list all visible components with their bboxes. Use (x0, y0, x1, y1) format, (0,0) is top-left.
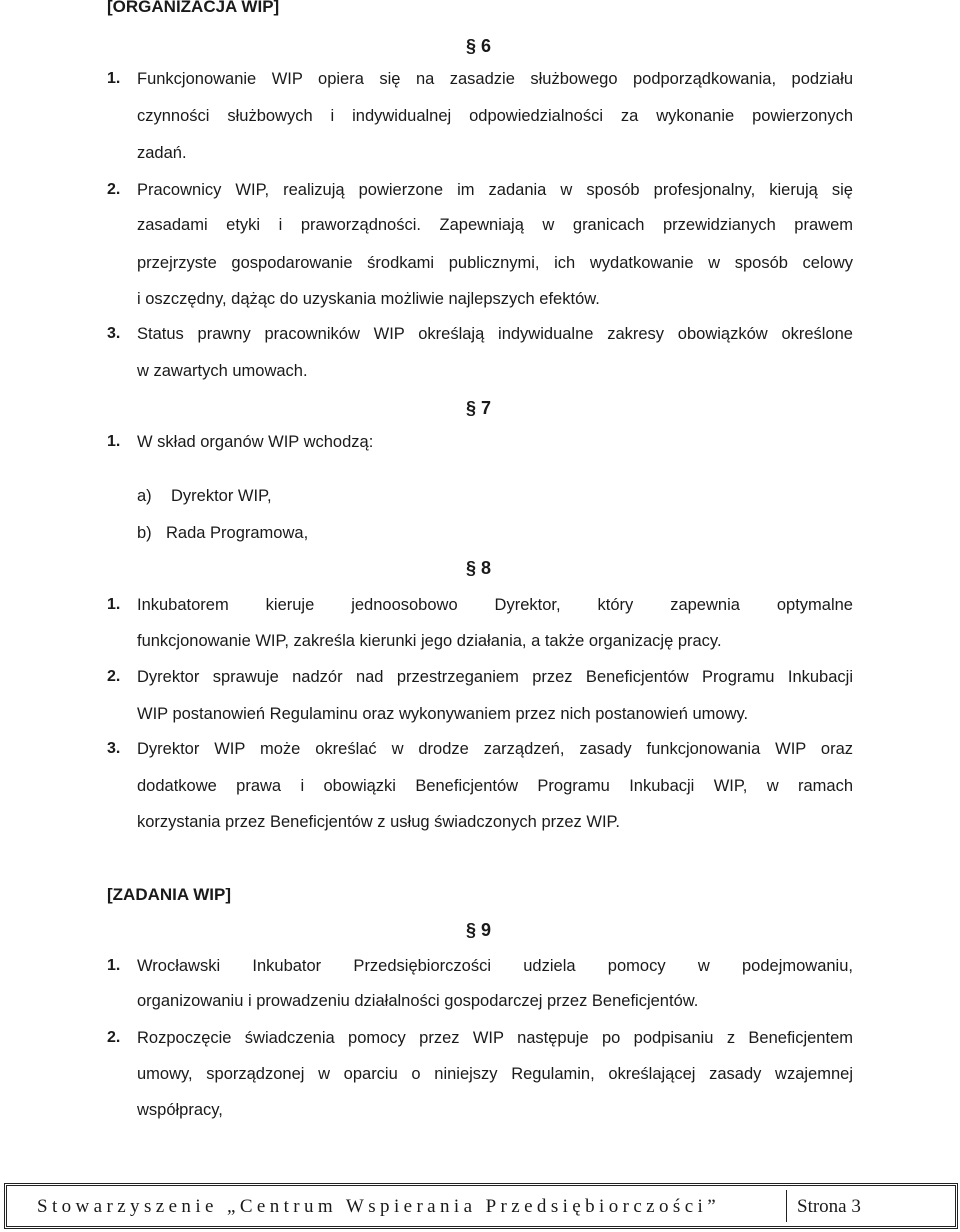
section-title-zadania: [ZADANIA WIP] (107, 885, 232, 904)
par8-item2-line2: WIP postanowień Regulaminu oraz wykonywaniem przez nich postanowień umowy. (137, 705, 749, 723)
paragraph-6-heading: § 6 (466, 36, 492, 56)
par6-item1-number: 1. (107, 70, 121, 87)
paragraph-9-heading: § 9 (466, 920, 492, 940)
par8-item3-number: 3. (107, 740, 121, 757)
par6-item1-line2: czynności służbowych i indywidualnej odpowiedzialności za wykonanie powierzonych (137, 107, 853, 125)
par6-item3-line1: Status prawny pracowników WIP określają indywidualne zakresy obowiązków określone (137, 325, 853, 343)
footer-organization-name: Stowarzyszenie „Centrum Wspierania Przedsiębiorczości” (37, 1196, 721, 1217)
par7-item1-number: 1. (107, 433, 121, 450)
organ-b-marker: b) (137, 524, 152, 542)
par8-item2-line1: Dyrektor sprawuje nadzór nad przestrzeganiem przez Beneficjentów Programu Inkubacji (137, 668, 853, 686)
footer-page-number: Strona 3 (797, 1196, 861, 1217)
par7-item1-text: W skład organów WIP wchodzą: (137, 433, 374, 451)
par6-item1-line1: Funkcjonowanie WIP opiera się na zasadzie służbowego podporządkowania, podziału (137, 70, 853, 88)
par8-item3-line3: korzystania przez Beneficjentów z usług świadczonych przez WIP. (137, 813, 620, 831)
par9-item2-number: 2. (107, 1029, 121, 1046)
par6-item2-line2: zasadami etyki i praworządności. Zapewniają w granicach przewidzianych prawem (137, 216, 853, 234)
par9-item2-line3: współpracy, (137, 1101, 223, 1119)
par6-item3-number: 3. (107, 325, 121, 342)
par8-item1-number: 1. (107, 596, 121, 613)
footer-divider (786, 1190, 787, 1222)
par8-item1-line2: funkcjonowanie WIP, zakreśla kierunki jego działania, a także organizację pracy. (137, 632, 722, 650)
section-title-organizacja: [ORGANIZACJA WIP] (107, 0, 280, 16)
par8-item3-line1: Dyrektor WIP może określać w drodze zarządzeń, zasady funkcjonowania WIP oraz (137, 740, 853, 758)
par6-item2-line1: Pracownicy WIP, realizują powierzone im zadania w sposób profesjonalny, kierują się (137, 181, 853, 199)
par9-item1-number: 1. (107, 957, 121, 974)
par8-item1-line1: Inkubatorem kieruje jednoosobowo Dyrektor, który zapewnia optymalne (137, 596, 853, 614)
paragraph-7-heading: § 7 (466, 398, 492, 418)
par9-item1-line1: Wrocławski Inkubator Przedsiębiorczości udziela pomocy w podejmowaniu, (137, 957, 853, 975)
par6-item2-line4: i oszczędny, dążąc do uzyskania możliwie najlepszych efektów. (137, 290, 600, 308)
par8-item2-number: 2. (107, 668, 121, 685)
par9-item2-line2: umowy, sporządzonej w oparciu o niniejszy Regulamin, określającej zasady wzajemnej (137, 1065, 853, 1083)
page-footer (4, 1183, 958, 1229)
organ-b-text: Rada Programowa, (166, 524, 309, 542)
par9-item2-line1: Rozpoczęcie świadczenia pomocy przez WIP następuje po podpisaniu z Beneficjentem (137, 1029, 853, 1047)
par6-item1-line3: zadań. (137, 144, 187, 162)
par6-item3-line2: w zawartych umowach. (137, 362, 308, 380)
par6-item2-number: 2. (107, 181, 121, 198)
par8-item3-line2: dodatkowe prawa i obowiązki Beneficjentów Programu Inkubacji WIP, w ramach (137, 777, 853, 795)
par9-item1-line2: organizowaniu i prowadzeniu działalności gospodarczej przez Beneficjentów. (137, 992, 699, 1010)
paragraph-8-heading: § 8 (466, 558, 492, 578)
organ-a-text: Dyrektor WIP, (171, 487, 272, 505)
organ-a-marker: a) (137, 487, 152, 505)
par6-item2-line3: przejrzyste gospodarowanie środkami publicznymi, ich wydatkowanie w sposób celowy (137, 254, 853, 272)
